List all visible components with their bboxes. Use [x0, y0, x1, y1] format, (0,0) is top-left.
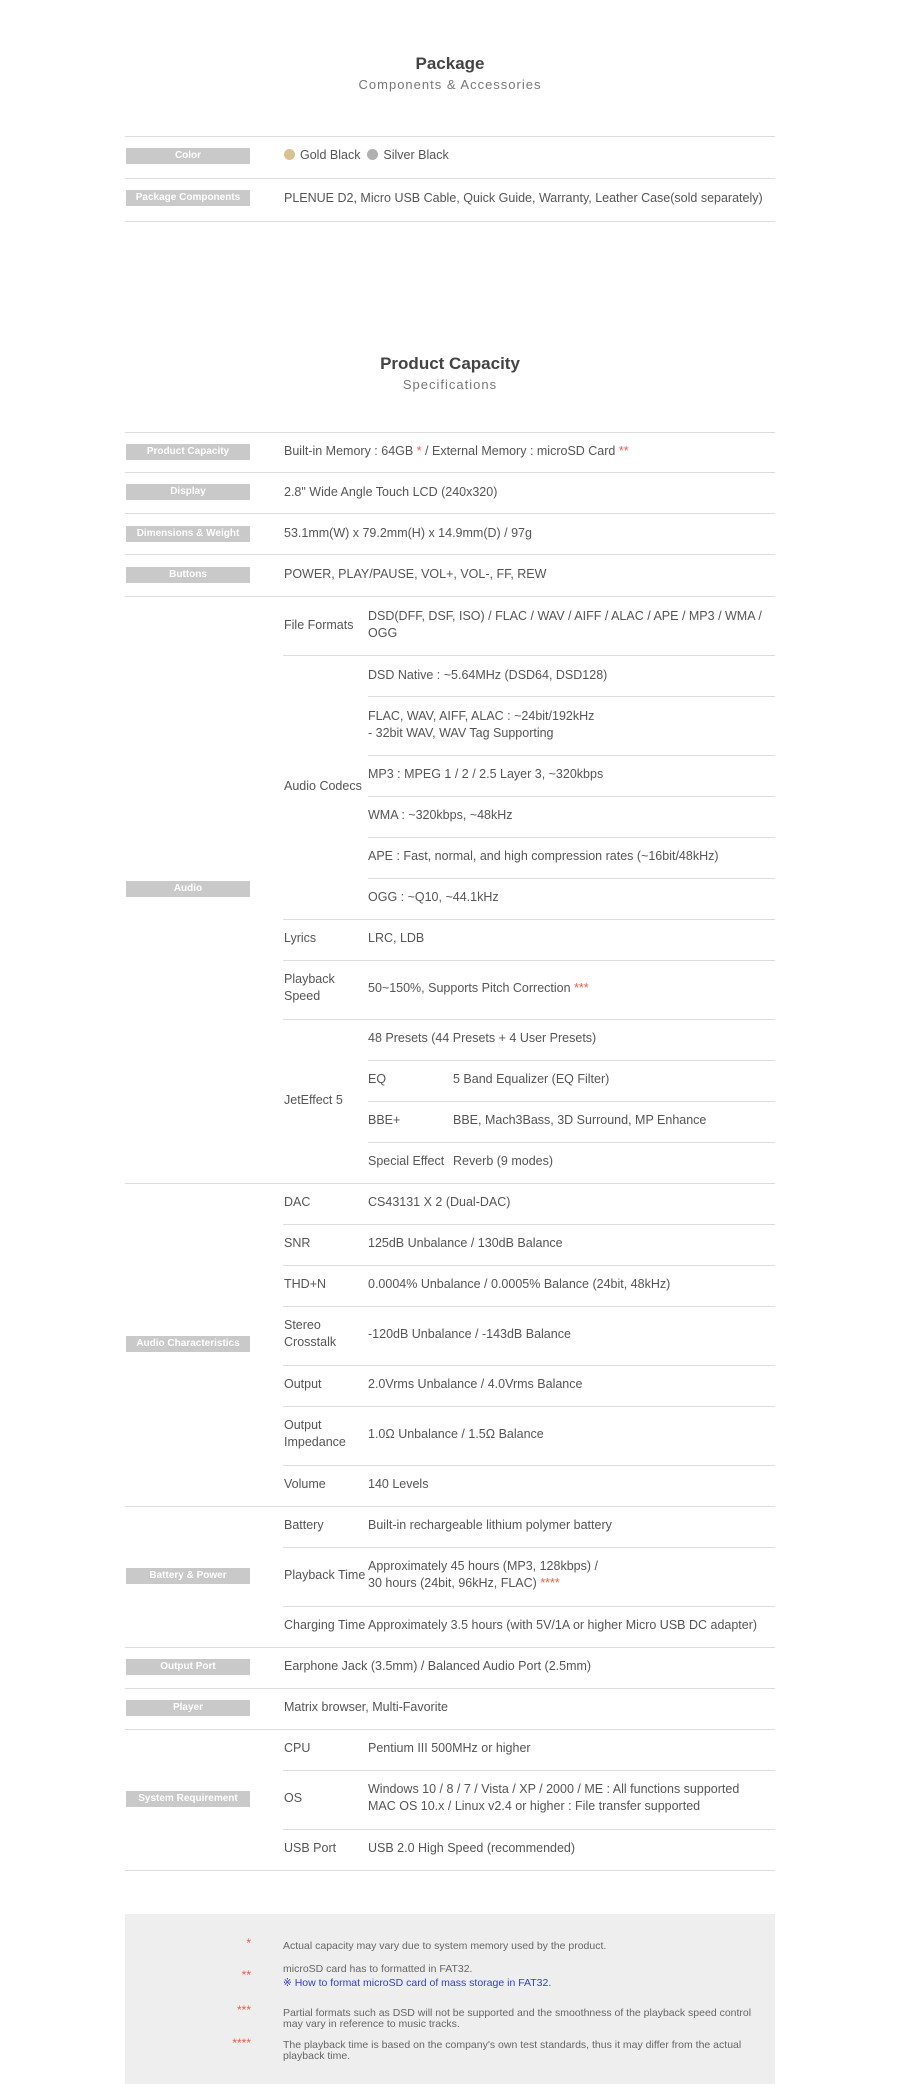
divider [125, 1688, 775, 1689]
system-requirement-label: System Requirement [126, 1791, 250, 1807]
capacity-subtitle: Specifications [402, 377, 498, 392]
footnote-marker: **** [232, 2036, 251, 2050]
codec-ogg: OGG : ~Q10, ~44.1kHz [368, 890, 499, 904]
display-label: Display [126, 484, 250, 500]
color-gold: Gold Black [300, 148, 361, 162]
dimensions-value: 53.1mm(W) x 79.2mm(H) x 14.9mm(D) / 97g [284, 526, 532, 540]
divider [368, 878, 775, 879]
capacity-heading [0, 354, 900, 392]
audio-label: Audio [126, 881, 250, 897]
codec-flac-line2: - 32bit WAV, WAV Tag Supporting [368, 726, 554, 740]
thd-label: THD+N [284, 1277, 327, 1291]
audio-characteristics-label: Audio Characteristics [126, 1336, 250, 1352]
divider [283, 1547, 775, 1548]
footnote-text: Partial formats such as DSD will not be supported and the smoothness of the playback speed control [283, 2007, 752, 2019]
divider [125, 1506, 775, 1507]
file-formats-label: File Formats [284, 618, 354, 632]
memory-text: Built-in Memory : 64GB [284, 444, 414, 458]
divider [125, 1870, 775, 1871]
divider [283, 1406, 775, 1407]
gold-swatch-icon [284, 149, 295, 160]
lyrics-value: LRC, LDB [368, 931, 425, 945]
charging-time-value: Approximately 3.5 hours (with 5V/1A or higher Micro USB DC adapter) [368, 1618, 758, 1632]
output-value: 2.0Vrms Unbalance / 4.0Vrms Balance [368, 1377, 583, 1391]
playback-speed-label-line2: Speed [284, 989, 321, 1003]
footnote-text: microSD card has to formatted in FAT32. [283, 1963, 473, 1975]
impedance-label-line2: Impedance [284, 1435, 346, 1449]
dac-label: DAC [284, 1195, 311, 1209]
footnote-text: playback time. [283, 2050, 351, 2062]
color-silver: Silver Black [383, 148, 449, 162]
playback-time-label: Playback Time [284, 1568, 366, 1582]
footnote-text: The playback time is based on the company's own test standards, thus it may differ from the actual [283, 2039, 742, 2051]
battery-value: Built-in rechargeable lithium polymer battery [368, 1518, 612, 1532]
os-line2: MAC OS 10.x / Linux v2.4 or higher : File transfer supported [368, 1799, 701, 1813]
divider [125, 1647, 775, 1648]
divider [368, 696, 775, 697]
usb-port-value: USB 2.0 High Speed (recommended) [368, 1841, 576, 1855]
impedance-value: 1.0Ω Unbalance / 1.5Ω Balance [368, 1427, 544, 1441]
os-line1: Windows 10 / 8 / 7 / Vista / XP / 2000 / ME : All functions supported [368, 1782, 740, 1796]
divider [125, 136, 775, 137]
external-memory-text: / External Memory : microSD Card [421, 444, 616, 458]
codec-flac-line1: FLAC, WAV, AIFF, ALAC : ~24bit/192kHz [368, 709, 595, 723]
divider [125, 432, 775, 433]
playback-speed-value [368, 980, 589, 997]
divider [368, 837, 775, 838]
playback-speed-label-line1: Playback [284, 972, 335, 986]
codec-ape: APE : Fast, normal, and high compression rates (~16bit/48kHz) [368, 849, 719, 863]
divider [125, 554, 775, 555]
footnote-marker: *** [574, 981, 589, 995]
divider [283, 1770, 775, 1771]
divider [283, 960, 775, 961]
divider [125, 1183, 775, 1184]
buttons-value: POWER, PLAY/PAUSE, VOL+, VOL-, FF, REW [284, 567, 547, 581]
display-value: 2.8" Wide Angle Touch LCD (240x320) [284, 485, 498, 499]
impedance-label-line1: Output [284, 1418, 322, 1432]
file-formats-line2: OGG [368, 626, 398, 640]
color-options [284, 147, 449, 164]
divider [125, 513, 775, 514]
jeteffect-label: JetEffect 5 [284, 1093, 343, 1107]
playback-time-text: 30 hours (24bit, 96kHz, FLAC) [368, 1576, 537, 1590]
divider [125, 221, 775, 222]
cpu-label: CPU [284, 1741, 311, 1755]
divider [283, 1265, 775, 1266]
output-port-label: Output Port [126, 1659, 250, 1675]
battery-label: Battery [284, 1518, 324, 1532]
volume-value: 140 Levels [368, 1477, 429, 1491]
battery-power-label: Battery & Power [126, 1568, 250, 1584]
divider [125, 178, 775, 179]
divider [283, 1829, 775, 1830]
divider [283, 1465, 775, 1466]
special-effect-label: Special Effect [368, 1154, 445, 1168]
playback-time-line2 [368, 1575, 560, 1592]
divider [283, 655, 775, 656]
footnote-marker: ** [241, 1968, 251, 1982]
player-label: Player [126, 1700, 250, 1716]
footnote-text: may vary in reference to music tracks. [283, 2018, 460, 2030]
output-label: Output [284, 1377, 322, 1391]
dimensions-label: Dimensions & Weight [126, 526, 250, 542]
player-value: Matrix browser, Multi-Favorite [284, 1700, 448, 1714]
codec-mp3: MP3 : MPEG 1 / 2 / 2.5 Layer 3, ~320kbps [368, 767, 604, 781]
output-port-value: Earphone Jack (3.5mm) / Balanced Audio Port (2.5mm) [284, 1659, 592, 1673]
divider [125, 472, 775, 473]
footnotes-box [125, 1914, 775, 2084]
volume-label: Volume [284, 1477, 326, 1491]
footnote-marker: * [246, 1936, 251, 1950]
eq-label: EQ [368, 1072, 387, 1086]
codec-dsd: DSD Native : ~5.64MHz (DSD64, DSD128) [368, 668, 608, 682]
divider [125, 1729, 775, 1730]
product-capacity-label: Product Capacity [126, 444, 250, 460]
footnote-marker: * [416, 444, 422, 458]
footnote-marker: **** [540, 1576, 560, 1590]
footnote-marker: *** [236, 2003, 251, 2017]
silver-swatch-icon [367, 149, 378, 160]
divider [283, 919, 775, 920]
package-title: Package [415, 54, 485, 73]
product-capacity-value [284, 443, 629, 460]
divider [368, 796, 775, 797]
playback-time-line1: Approximately 45 hours (MP3, 128kbps) / [368, 1559, 598, 1573]
divider [283, 1224, 775, 1225]
charging-time-label: Charging Time [284, 1618, 366, 1632]
usb-port-label: USB Port [284, 1841, 337, 1855]
package-heading [0, 54, 900, 92]
divider [125, 596, 775, 597]
codec-wma: WMA : ~320kbps, ~48kHz [368, 808, 513, 822]
capacity-title: Product Capacity [380, 354, 520, 373]
color-label: Color [126, 148, 250, 164]
package-subtitle: Components & Accessories [358, 77, 542, 92]
divider [368, 1101, 775, 1102]
divider [368, 755, 775, 756]
dac-value: CS43131 X 2 (Dual-DAC) [368, 1195, 511, 1209]
snr-label: SNR [284, 1236, 311, 1250]
divider [283, 1365, 775, 1366]
divider [283, 1306, 775, 1307]
thd-value: 0.0004% Unbalance / 0.0005% Balance (24bit, 48kHz) [368, 1277, 671, 1291]
format-guide-link[interactable]: ※ How to format microSD card of mass storage in FAT32. [283, 1977, 552, 1989]
cpu-value: Pentium III 500MHz or higher [368, 1741, 531, 1755]
playback-speed-text: 50~150%, Supports Pitch Correction [368, 981, 571, 995]
divider [368, 1142, 775, 1143]
eq-value: 5 Band Equalizer (EQ Filter) [453, 1072, 610, 1086]
buttons-label: Buttons [126, 567, 250, 583]
audio-codecs-label: Audio Codecs [284, 779, 362, 793]
snr-value: 125dB Unbalance / 130dB Balance [368, 1236, 563, 1250]
divider [283, 1019, 775, 1020]
package-components-label: Package Components [126, 190, 250, 206]
os-label: OS [284, 1791, 303, 1805]
crosstalk-label-line1: Stereo [284, 1318, 321, 1332]
crosstalk-value: -120dB Unbalance / -143dB Balance [368, 1327, 571, 1341]
divider [283, 1606, 775, 1607]
special-effect-value: Reverb (9 modes) [453, 1154, 554, 1168]
bbe-value: BBE, Mach3Bass, 3D Surround, MP Enhance [453, 1113, 707, 1127]
divider [368, 1060, 775, 1061]
file-formats-line1: DSD(DFF, DSF, ISO) / FLAC / WAV / AIFF / ALAC / APE / MP3 / WMA / [368, 609, 762, 623]
footnote-marker: ** [618, 444, 629, 458]
bbe-label: BBE+ [368, 1113, 401, 1127]
package-components-value: PLENUE D2, Micro USB Cable, Quick Guide, Warranty, Leather Case(sold separately) [284, 191, 763, 205]
jeteffect-presets: 48 Presets (44 Presets + 4 User Presets) [368, 1031, 597, 1045]
lyrics-label: Lyrics [284, 931, 317, 945]
crosstalk-label-line2: Crosstalk [284, 1335, 337, 1349]
footnote-text: Actual capacity may vary due to system memory used by the product. [283, 1940, 607, 1952]
